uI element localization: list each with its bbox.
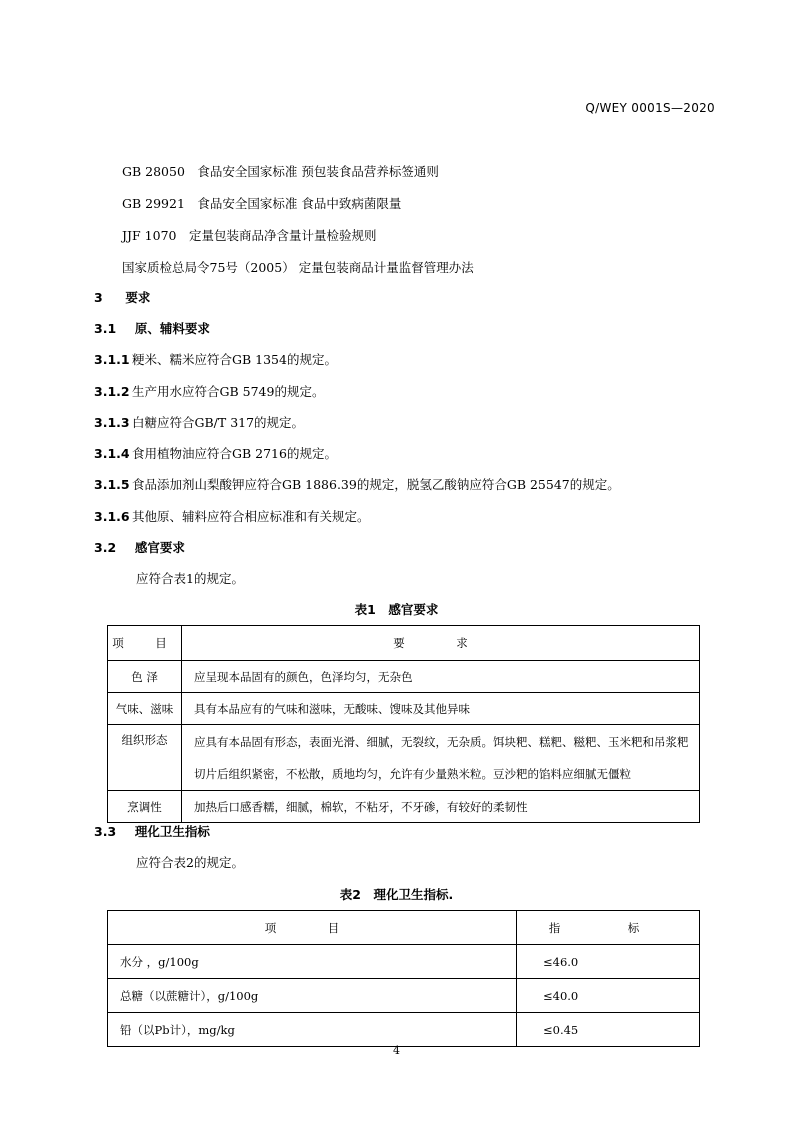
table-cell-value: ≤0.45 <box>517 1013 700 1047</box>
table-header-indicator: 指 标 <box>517 911 700 945</box>
table-cell-requirement: 加热后口感香糯，细腻，棉软，不粘牙，不牙碜，有较好的柔韧性 <box>182 791 700 823</box>
clause-3-1-2 <box>94 383 324 401</box>
table-header-requirement: 要 求 <box>182 626 700 661</box>
clause-text: 生产用水应符合GB 5749的规定。 <box>132 384 325 399</box>
section-3-3-heading <box>94 823 210 841</box>
section-3-2-note: 应符合表1的规定。 <box>136 571 244 586</box>
section-title: 理化卫生指标 <box>134 824 210 839</box>
clause-number: 3.1.1 <box>94 352 130 367</box>
section-title: 感官要求 <box>134 540 185 555</box>
table-cell-requirement: 应具有本品固有形态，表面光滑、细腻，无裂纹，无杂质。饵块粑、糕粑、糍粑、玉米粑和吊浆粑切片后组织紧密，不松散，质地均匀，允许有少量熟米粒。豆沙粑的馅料应细腻无僵粒 <box>182 725 700 791</box>
clause-3-1-4 <box>94 445 337 463</box>
clause-text: 其他原、辅料应符合相应标准和有关规定。 <box>132 509 370 524</box>
clause-3-1-1 <box>94 351 337 369</box>
section-title: 原、辅料要求 <box>134 321 210 336</box>
document-code: Q/WEY 0001S—2020 <box>585 101 715 115</box>
table-cell-item: 色 泽 <box>108 661 182 693</box>
physicochemical-indicators-table <box>107 910 700 1047</box>
section-3-3-note: 应符合表2的规定。 <box>136 855 244 870</box>
clause-text: 食用植物油应符合GB 2716的规定。 <box>132 446 337 461</box>
table-row <box>108 693 700 725</box>
section-number: 3.3 <box>94 824 117 839</box>
table2-caption: 表2 理化卫生指标. <box>339 887 454 902</box>
section-number: 3.1 <box>94 321 117 336</box>
table-header-item: 项 目 <box>108 626 182 661</box>
section-number: 3 <box>94 290 103 305</box>
clause-number: 3.1.3 <box>94 415 130 430</box>
table-cell-requirement: 应呈现本品固有的颜色，色泽均匀，无杂色 <box>182 661 700 693</box>
reference-gb29921: GB 29921 食品安全国家标准 食品中致病菌限量 <box>122 196 402 211</box>
clause-number: 3.1.6 <box>94 509 130 524</box>
table-header-row <box>108 626 700 661</box>
section-title: 要求 <box>125 290 151 305</box>
table-header-row <box>108 911 700 945</box>
table-cell-item: 铅（以Pb计），mg/kg <box>108 1013 517 1047</box>
table-row <box>108 791 700 823</box>
table-cell-requirement: 具有本品应有的气味和滋味，无酸味、馊味及其他异味 <box>182 693 700 725</box>
clause-3-1-5 <box>94 476 620 494</box>
page-number: 4 <box>393 1044 400 1057</box>
table-cell-item: 总糖（以蔗糖计），g/100g <box>108 979 517 1013</box>
section-3-heading <box>94 289 150 307</box>
table-row <box>108 725 700 791</box>
table-row <box>108 1013 700 1047</box>
table-row <box>108 661 700 693</box>
clause-text: 白糖应符合GB/T 317的规定。 <box>132 415 305 430</box>
reference-order75: 国家质检总局令75号（2005） 定量包装商品计量监督管理办法 <box>122 260 474 275</box>
table-cell-item: 烹调性 <box>108 791 182 823</box>
section-number: 3.2 <box>94 540 117 555</box>
clause-number: 3.1.2 <box>94 384 130 399</box>
section-3-1-heading <box>94 320 210 338</box>
section-3-2-heading <box>94 539 185 557</box>
clause-3-1-3 <box>94 414 304 432</box>
clause-text: 粳米、糯米应符合GB 1354的规定。 <box>132 352 337 367</box>
clause-number: 3.1.4 <box>94 446 130 461</box>
reference-jjf1070: JJF 1070 定量包装商品净含量计量检验规则 <box>122 228 377 243</box>
table-cell-value: ≤40.0 <box>517 979 700 1013</box>
clause-number: 3.1.5 <box>94 477 130 492</box>
table-cell-item: 组织形态 <box>108 725 182 791</box>
clause-3-1-6 <box>94 508 370 526</box>
table-row <box>108 945 700 979</box>
table-row <box>108 979 700 1013</box>
table-cell-item: 气味、滋味 <box>108 693 182 725</box>
clause-text: 食品添加剂山梨酸钾应符合GB 1886.39的规定，脱氢乙酸钠应符合GB 25547的规定。 <box>132 477 620 492</box>
reference-gb28050: GB 28050 食品安全国家标准 预包装食品营养标签通则 <box>122 164 439 179</box>
table-cell-item: 水分 ，g/100g <box>108 945 517 979</box>
table1-caption: 表1 感官要求 <box>354 602 439 617</box>
table-cell-value: ≤46.0 <box>517 945 700 979</box>
sensory-requirements-table <box>107 625 700 823</box>
table-header-item: 项 目 <box>108 911 517 945</box>
